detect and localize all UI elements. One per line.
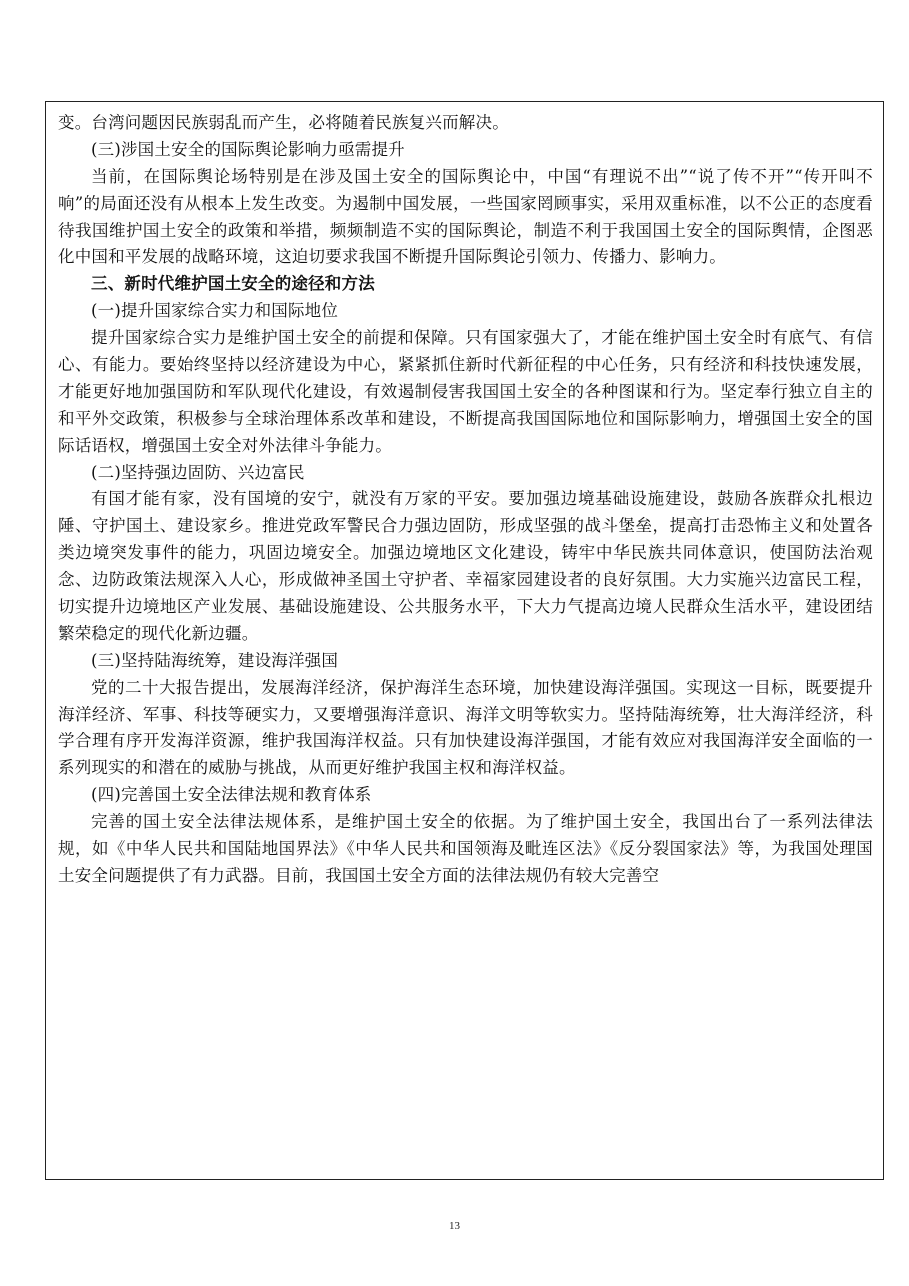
paragraph-maritime-power: 党的二十大报告提出，发展海洋经济，保护海洋生态环境，加快建设海洋强国。实现这一目标，既要提升海洋经济、军事、科技等硬实力，又要增强海洋意识、海洋文明等软实力。坚持陆海统筹，壮大海洋经济，科学合理有序开发海洋资源，维护我国海洋权益。只有加快建设海洋强国，才能有效应对我国海洋安全面临的一系列现实的和潜在的威胁与挑战，从而更好维护我国主权和海洋权益。 xyxy=(58,677,873,778)
section-heading-international-opinion: (三)涉国土安全的国际舆论影响力亟需提升 xyxy=(91,139,405,159)
document-body xyxy=(58,110,873,890)
section-heading-national-strength: (一)提升国家综合实力和国际地位 xyxy=(91,301,339,321)
section-heading-maritime-power: (三)坚持陆海统筹，建设海洋强国 xyxy=(91,650,339,670)
section-heading-border-defense: (二)坚持强边固防、兴边富民 xyxy=(91,462,305,482)
paragraph-international-opinion: 当前，在国际舆论场特别是在涉及国土安全的国际舆论中，中国“有理说不出”“说了传不开”“传开叫不响”的局面还没有从根本上发生改变。为遏制中国发展，一些国家罔顾事实，采用双重标准，以不公正的态度看待我国维护国土安全的政策和举措，频频制造不实的国际舆论，制造不利于我国国土安全的国际舆情，企图恶化中国和平发展的战略环境，这迫切要求我国不断提升国际舆论引领力、传播力、影响力。 xyxy=(58,166,873,267)
chapter-heading-approaches: 三、新时代维护国土安全的途径和方法 xyxy=(91,274,375,294)
page-frame xyxy=(45,101,884,1180)
paragraph-national-strength: 提升国家综合实力是维护国土安全的前提和保障。只有国家强大了，才能在维护国土安全时有底气、有信心、有能力。要始终坚持以经济建设为中心，紧紧抓住新时代新征程的中心任务，只有经济和科技快速发展，才能更好地加强国防和军队现代化建设，有效遏制侵害我国国土安全的各种图谋和行为。坚定奉行独立自主的和平外交政策，积极参与全球治理体系改革和建设，不断提高我国国际地位和国际影响力，增强国土安全的国际话语权，增强国土安全对外法律斗争能力。 xyxy=(58,328,873,455)
paragraph-border-defense: 有国才能有家，没有国境的安宁，就没有万家的平安。要加强边境基础设施建设，鼓励各族群众扎根边陲、守护国土、建设家乡。推进党政军警民合力强边固防，形成坚强的战斗堡垒，提高打击恐怖主义和处置各类边境突发事件的能力，巩固边境安全。加强边境地区文化建设，铸牢中华民族共同体意识，使国防法治观念、边防政策法规深入人心，形成做神圣国土守护者、幸福家园建设者的良好氛围。大力实施兴边富民工程，切实提升边境地区产业发展、基础设施建设、公共服务水平，下大力气提高边境人民群众生活水平，建设团结繁荣稳定的现代化新边疆。 xyxy=(58,489,873,643)
page-number: 13 xyxy=(449,1220,460,1232)
continuation-paragraph: 变。台湾问题因民族弱乱而产生，必将随着民族复兴而解决。 xyxy=(58,113,509,132)
section-heading-legal-system: (四)完善国土安全法律法规和教育体系 xyxy=(91,785,372,805)
paragraph-legal-system: 完善的国土安全法律法规体系，是维护国土安全的依据。为了维护国土安全，我国出台了一系列法律法规，如《中华人民共和国陆地国界法》《中华人民共和国领海及毗连区法》《反分裂国家法》等，为我国处理国土安全问题提供了有力武器。目前，我国国土安全方面的法律法规仍有较大完善空 xyxy=(58,812,873,885)
